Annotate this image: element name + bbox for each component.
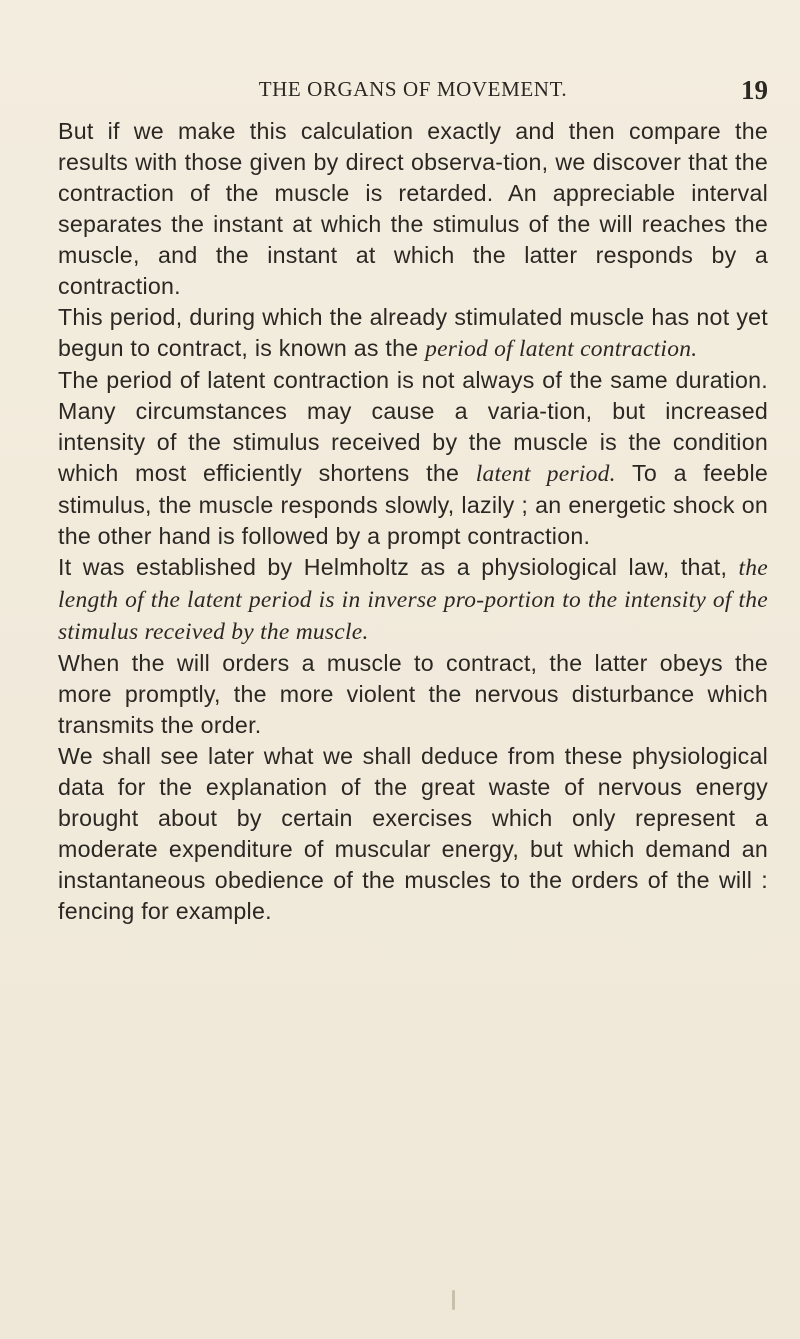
paragraph-4-italic: the length of the latent period is in inverse pro-portion to the intensity of the stimulus received by the muscle. [58, 555, 768, 645]
paragraph-3 [58, 365, 768, 552]
paragraph-3-tail: To a feeble stimulus, the muscle responds slowly, lazily ; an energetic shock on the other hand is followed by a prompt contraction. [58, 460, 768, 549]
paragraph-4-text: It was established by Helmholtz as a physiological law, that, [58, 554, 739, 580]
paragraph-3-italic: latent period. [475, 461, 616, 487]
paragraph-5 [58, 648, 768, 741]
running-title: THE ORGANS OF MOVEMENT. [258, 77, 568, 101]
running-header [58, 74, 768, 104]
paragraph-2-italic: period of latent contraction. [425, 336, 698, 362]
paper-speck [452, 1290, 455, 1310]
paragraph-2 [58, 302, 768, 365]
body-text [58, 116, 768, 927]
paragraph-2-text: This period, during which the already stimulated muscle has not yet begun to contract, is known as the [58, 304, 768, 361]
paragraph-3-text: The period of latent contraction is not always of the same duration. Many circumstances may cause a varia-tion, but increased intensity of the stimulus received by the muscle is the condition which most efficiently shortens the [58, 367, 768, 486]
paragraph-4 [58, 552, 768, 648]
paragraph-5-text: When the will orders a muscle to contract, the latter obeys the more promptly, the more violent the nervous disturbance which transmits the order. [58, 650, 768, 738]
page-number: 19 [741, 75, 768, 105]
paragraph-6-text: We shall see later what we shall deduce from these physiological data for the explanation of the great waste of nervous energy brought about by certain exercises which only represent a moderate expenditure of muscular energy, but which demand an instantaneous obedience of the muscles to the orders of the will : fencing for example. [58, 743, 768, 924]
paragraph-1 [58, 116, 768, 302]
paragraph-1-text: But if we make this calculation exactly and then compare the results with those given by direct observa-tion, we discover that the contraction of the muscle is retarded. An appreciable interval separates the instant at which the stimulus of the will reaches the muscle, and the instant at which the latter responds by a contraction. [58, 118, 768, 299]
paragraph-6 [58, 741, 768, 927]
